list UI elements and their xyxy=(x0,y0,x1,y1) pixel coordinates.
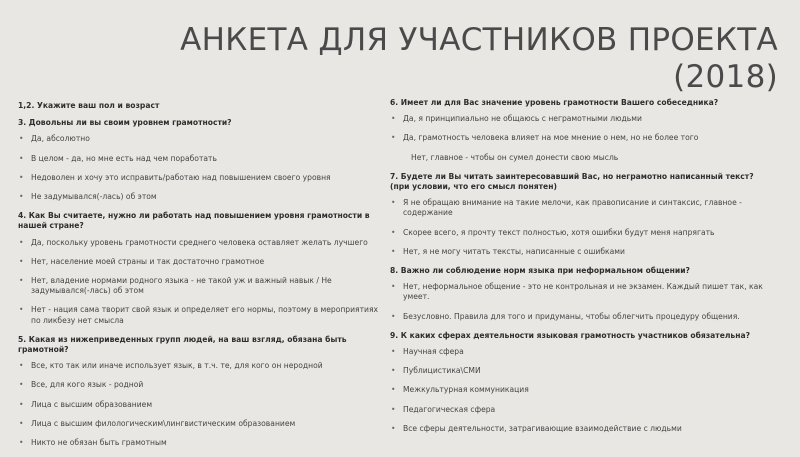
list-item: • Скорее всего, я прочту текст полностью, хотя ошибки будут меня напрягать xyxy=(390,228,775,238)
page-title: АНКЕТА ДЛЯ УЧАСТНИКОВ ПРОЕКТА (2018) xyxy=(180,22,778,95)
question-3-answers xyxy=(18,134,390,202)
question-6-answers xyxy=(390,114,775,143)
left-column xyxy=(18,95,390,457)
question-8-answers xyxy=(390,282,775,322)
list-item: • Нет, я не могу читать тексты, написанные с ошибками xyxy=(390,247,775,257)
question-4-answers xyxy=(18,238,390,326)
list-item: • Межкультурная коммуникация xyxy=(390,385,775,395)
list-item: • Никто не обязан быть грамотным xyxy=(18,438,390,448)
question-6: 6. Имеет ли для Вас значение уровень грамотности Вашего собеседника? xyxy=(390,98,719,107)
question-7-answers xyxy=(390,198,775,257)
list-item: • Безусловно. Правила для того и придуманы, чтобы облегчить процедуру общения. xyxy=(390,312,775,322)
list-item: • Нет, население моей страны и так достаточно грамотное xyxy=(18,257,390,267)
list-item: • Да, грамотность человека влияет на мое мнение о нем, но не более того xyxy=(390,133,775,143)
question-5: 5. Какая из нижеприведенных групп людей, на ваш взгляд, обязана быть грамотной? xyxy=(18,334,347,355)
question-7: 7. Будете ли Вы читать заинтересовавший Вас, но неграмотно написанный текст? (при условии, что его смысл понятен) xyxy=(390,171,754,192)
list-item: • В целом - да, но мне есть над чем поработать xyxy=(18,154,390,164)
list-item: • Публицистика\СМИ xyxy=(390,366,775,376)
list-item: • Лица с высшим филологическим\лингвистическим образованием xyxy=(18,419,390,429)
list-item: • Я не обращаю внимание на такие мелочи, как правописание и синтаксис, главное - содержание xyxy=(390,198,775,218)
list-item: • Все, для кого язык - родной xyxy=(18,380,390,390)
right-column xyxy=(390,95,775,443)
list-item: • Научная сфера xyxy=(390,347,775,357)
list-item: • Да, абсолютно xyxy=(18,134,390,144)
question-9: 9. К каких сферах деятельности языковая грамотность участников обязательна? xyxy=(390,330,750,340)
list-item: • Нет, владение нормами родного языка - не такой уж и важный навык / Не задумывался(-лась) об этом xyxy=(18,276,390,296)
list-item: • Да, поскольку уровень грамотности среднего человека оставляет желать лучшего xyxy=(18,238,390,248)
list-item: • Все, кто так или иначе использует язык, в т.ч. те, для кого он неродной xyxy=(18,361,390,371)
list-item: • Да, я принципиально не общаюсь с неграмотными людьми xyxy=(390,114,775,124)
list-item: • Все сферы деятельности, затрагивающие взаимодействие с людьми xyxy=(390,424,775,434)
question-8: 8. Важно ли соблюдение норм языка при неформальном общении? xyxy=(390,266,690,276)
list-item: • Нет, неформальное общение - это не контрольная и не экзамен. Каждый пишет так, как умеет. xyxy=(390,282,775,302)
list-item: • Не задумывался(-лась) об этом xyxy=(18,192,390,202)
question-9-answers xyxy=(390,347,775,434)
question-1-2: 1,2. Укажите ваш пол и возраст xyxy=(18,101,160,110)
list-item: • Лица с высшим образованием xyxy=(18,400,390,410)
question-6-extra-answer: Нет, главное - чтобы он сумел донести свою мысль xyxy=(411,152,619,162)
list-item: • Нет - нация сама творит свой язык и определяет его нормы, поэтому в мероприятиях по ликбезу нет смысла xyxy=(18,305,390,325)
question-5-answers xyxy=(18,361,390,448)
question-3: 3. Довольны ли вы своим уровнем грамотности? xyxy=(18,118,232,128)
list-item: • Педагогическая сфера xyxy=(390,405,775,415)
list-item: • Недоволен и хочу это исправить/работаю над повышением своего уровня xyxy=(18,173,390,183)
question-4: 4. Как Вы считаете, нужно ли работать над повышением уровня грамотности в нашей стране? xyxy=(18,211,370,231)
